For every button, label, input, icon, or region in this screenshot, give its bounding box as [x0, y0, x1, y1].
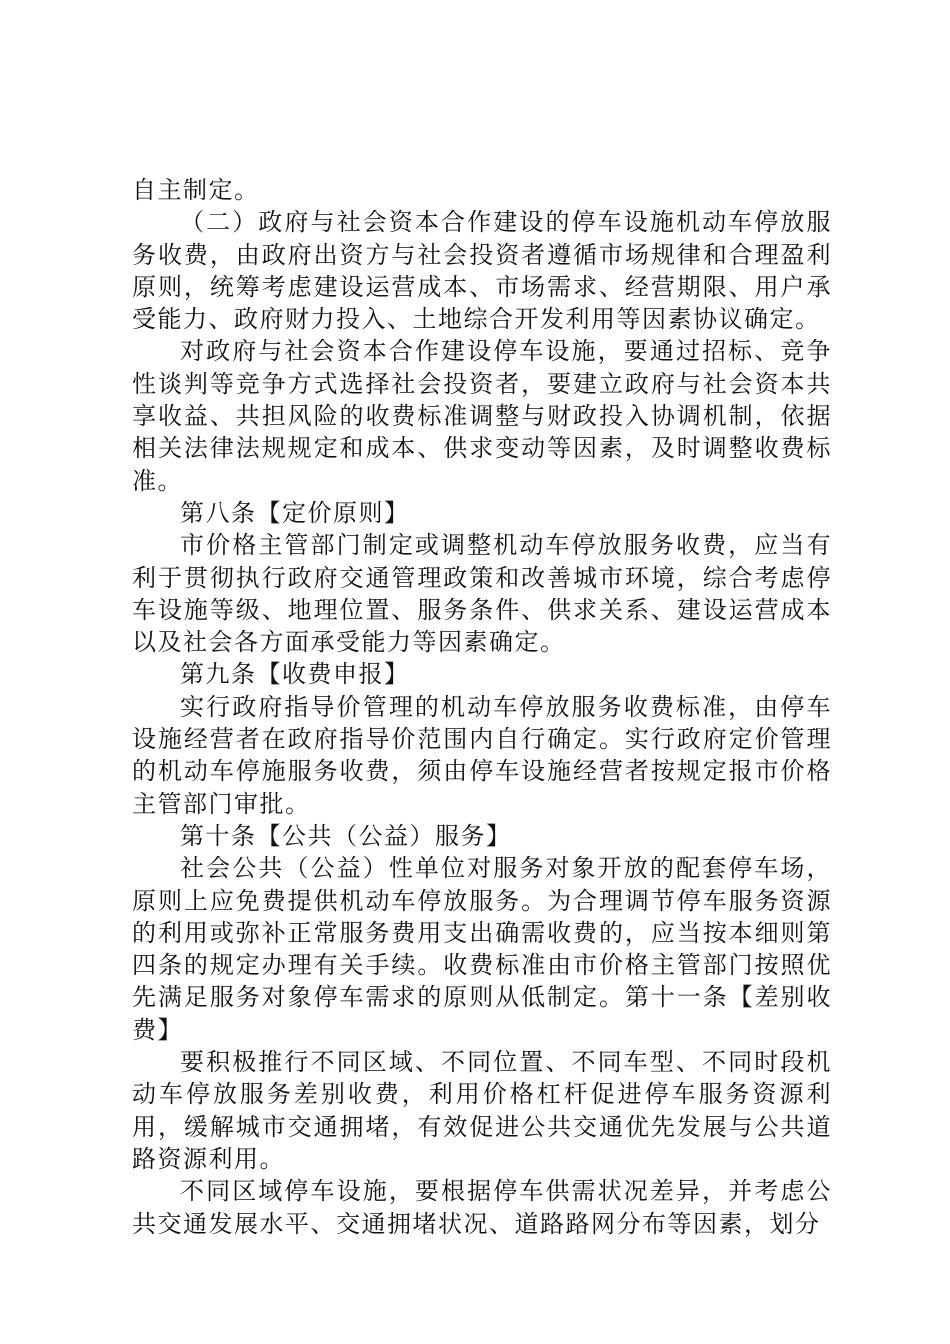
paragraph: 对政府与社会资本合作建设停车设施，要通过招标、竞争性谈判等竞争方式选择社会投资者，要建立政府与社会资本共享收益、共担风险的收费标准调整与财政投入协调机制，依据相关法律法规规定和成本、供求变动等因素，及时调整收费标准。	[132, 337, 832, 495]
paragraph: 社会公共（公益）性单位对服务对象开放的配套停车场，原则上应免费提供机动车停放服务。为合理调节停车服务资源的利用或弥补正常服务费用支出确需收费的，应当按本细则第四条的规定办理有关手续。收费标准由市价格主管部门按照优先满足服务对象停车需求的原则从低制定。第十一条【差别收费】	[132, 854, 832, 1044]
paragraph: 实行政府指导价管理的机动车停放服务收费标准，由停车设施经营者在政府指导价范围内自行确定。实行政府定价管理的机动车停施服务收费，须由停车设施经营者按规定报市价格主管部门审批。	[132, 692, 832, 818]
paragraph: （二）政府与社会资本合作建设的停车设施机动车停放服务收费，由政府出资方与社会投资者遵循市场规律和合理盈利原则，统筹考虑建设运营成本、市场需求、经营期限、用户承受能力、政府财力投入、土地综合开发利用等因素协议确定。	[132, 208, 832, 334]
paragraph: 要积极推行不同区域、不同位置、不同车型、不同时段机动车停放服务差别收费，利用价格杠杆促进停车服务资源利用，缓解城市交通拥堵，有效促进公共交通优先发展与公共道路资源利用。	[132, 1048, 832, 1173]
article-heading: 第十条【公共（公益）服务】	[180, 821, 512, 850]
paragraph: 市价格主管部门制定或调整机动车停放服务收费，应当有利于贯彻执行政府交通管理政策和改善城市环境，综合考虑停车设施等级、地理位置、服务条件、供求关系、建设运营成本以及社会各方面承受能力等因素确定。	[132, 531, 832, 657]
article-heading: 第八条【定价原则】	[180, 498, 410, 527]
article-heading: 第九条【收费申报】	[180, 660, 410, 689]
paragraph: 不同区域停车设施，要根据停车供需状况差异，并考虑公共交通发展水平、交通拥堵状况、道路路网分布等因素，划分	[132, 1177, 832, 1238]
document-body	[132, 174, 832, 1240]
paragraph: 自主制定。	[132, 176, 260, 204]
